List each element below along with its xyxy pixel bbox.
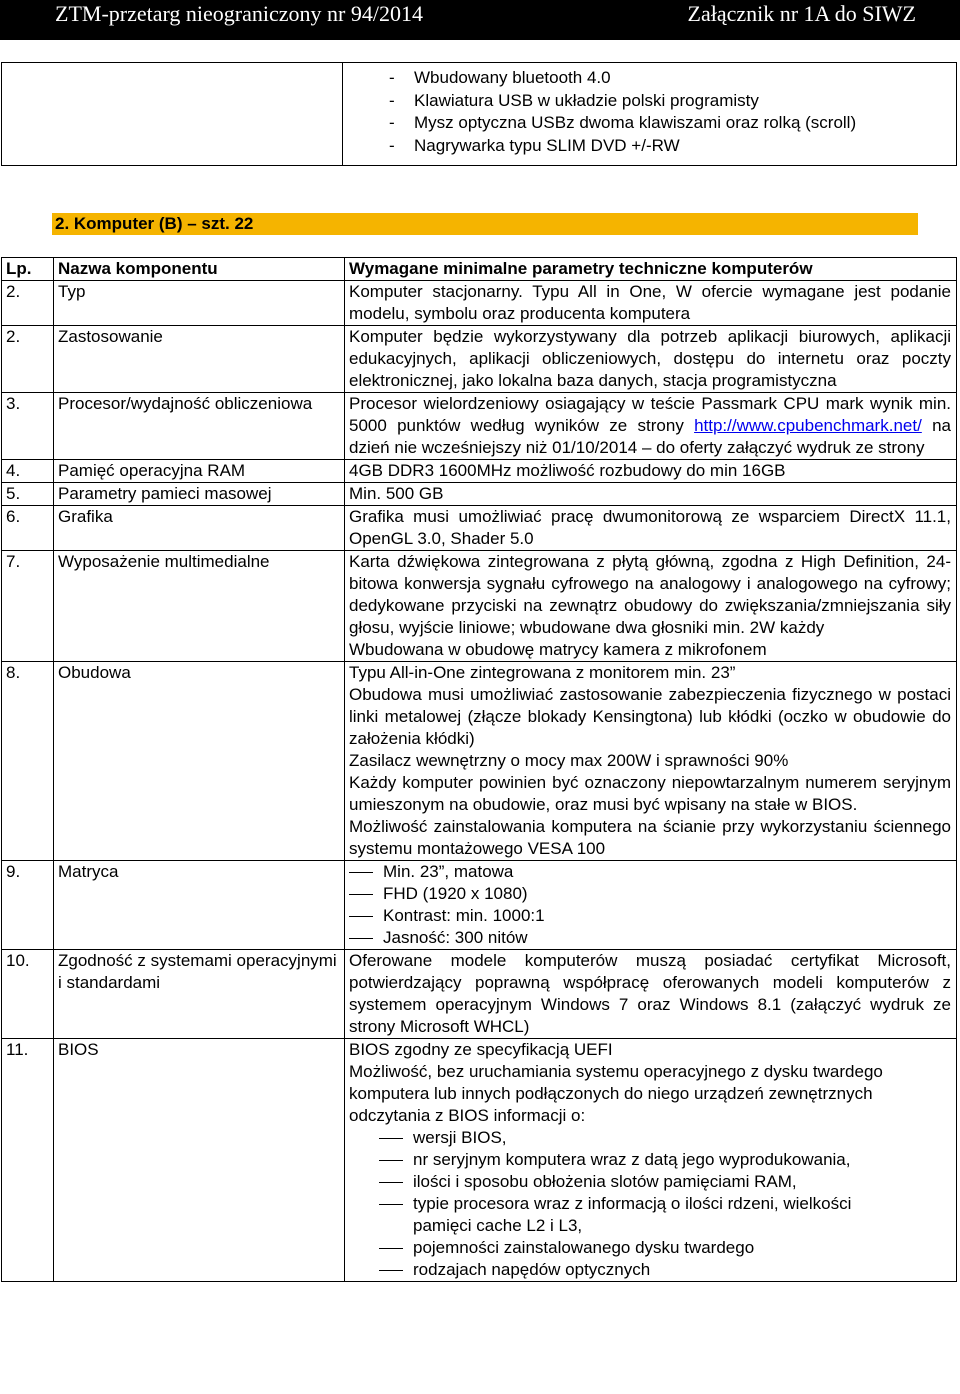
row-lp: 6. bbox=[2, 506, 54, 551]
row-name: Parametry pamieci masowej bbox=[54, 483, 345, 506]
section-title: 2. Komputer (B) – szt. 22 bbox=[52, 213, 918, 235]
table-row bbox=[2, 1039, 957, 1282]
row-name: Obudowa bbox=[54, 662, 345, 861]
list-item-continuation: pamięci cache L2 i L3, bbox=[413, 1216, 583, 1235]
table-row bbox=[2, 460, 957, 483]
page-header bbox=[0, 0, 960, 40]
matrix-list bbox=[349, 861, 951, 949]
table-row bbox=[2, 483, 957, 506]
row-params bbox=[345, 861, 957, 950]
row-lp: 2. bbox=[2, 281, 54, 326]
row-params bbox=[345, 281, 957, 326]
list-item: FHD (1920 x 1080) bbox=[349, 883, 951, 905]
row-params bbox=[345, 506, 957, 551]
list-item: Min. 23”, matowa bbox=[349, 861, 951, 883]
param-text: Każdy komputer powinien być oznaczony niepowtarzalnym numerem seryjnym umieszonym na obudowie, oraz musi być wpisany na stałe w BIOS. bbox=[349, 773, 951, 814]
list-item: Kontrast: min. 1000:1 bbox=[349, 905, 951, 927]
row-name: Typ bbox=[54, 281, 345, 326]
param-text: Komputer stacjonarny. Typu All in One, W ofercie wymagane jest podanie modelu, symbolu oraz producenta komputera bbox=[349, 282, 951, 323]
list-item: Jasność: 300 nitów bbox=[349, 927, 951, 949]
table-row bbox=[2, 326, 957, 393]
row-name: BIOS bbox=[54, 1039, 345, 1282]
param-text: Min. 500 GB bbox=[349, 484, 444, 503]
list-item: ilości i sposobu obłożenia slotów pamięciami RAM, bbox=[349, 1171, 951, 1193]
row-lp: 8. bbox=[2, 662, 54, 861]
param-text: Wbudowana w obudowę matrycy kamera z mikrofonem bbox=[349, 640, 767, 659]
row-params bbox=[345, 950, 957, 1039]
row-name: Zgodność z systemami operacyjnymi i standardami bbox=[54, 950, 345, 1039]
header-right: Załącznik nr 1A do SIWZ bbox=[687, 1, 916, 26]
header-params: Wymagane minimalne parametry techniczne komputerów bbox=[345, 258, 957, 281]
row-lp: 5. bbox=[2, 483, 54, 506]
param-text: 4GB DDR3 1600MHz możliwość rozbudowy do min 16GB bbox=[349, 461, 786, 480]
row-lp: 10. bbox=[2, 950, 54, 1039]
row-params bbox=[345, 393, 957, 460]
list-item: - Nagrywarka typu SLIM DVD +/-RW bbox=[383, 135, 956, 158]
list-item: - Mysz optyczna USBz dwoma klawiszami oraz rolką (scroll) bbox=[383, 112, 956, 135]
row-lp: 3. bbox=[2, 393, 54, 460]
param-text: na dzień nie wcześniejszy niż 01/10/2014 – do oferty załączyć wydruk ze strony bbox=[349, 416, 951, 457]
header-name: Nazwa komponentu bbox=[54, 258, 345, 281]
spec-table bbox=[1, 257, 957, 1282]
list-item: - Wbudowany bluetooth 4.0 bbox=[383, 67, 956, 90]
table-row bbox=[2, 950, 957, 1039]
row-lp: 7. bbox=[2, 551, 54, 662]
cpubenchmark-link[interactable]: http://www.cpubenchmark.net/ bbox=[694, 416, 922, 435]
row-lp: 2. bbox=[2, 326, 54, 393]
row-name: Pamięć operacyjna RAM bbox=[54, 460, 345, 483]
header-lp: Lp. bbox=[2, 258, 54, 281]
row-params bbox=[345, 662, 957, 861]
param-text: Procesor wielordzeniowy osiagający w teście Passmark CPU mark wynik min. 5000 punktów według wyników ze strony bbox=[349, 394, 951, 435]
row-name: Wyposażenie multimedialne bbox=[54, 551, 345, 662]
row-name: Grafika bbox=[54, 506, 345, 551]
table-row bbox=[2, 506, 957, 551]
table-row bbox=[2, 393, 957, 460]
param-text: Grafika musi umożliwiać pracę dwumonitorową ze wsparciem DirectX 11.1, OpenGL 3.0, Shader 5.0 bbox=[349, 507, 951, 548]
accessories-list bbox=[383, 67, 956, 157]
bios-info-list bbox=[349, 1127, 951, 1281]
row-params bbox=[345, 460, 957, 483]
row-name: Zastosowanie bbox=[54, 326, 345, 393]
list-item: rodzajach napędów optycznych bbox=[349, 1259, 951, 1281]
header-left: ZTM-przetarg nieograniczony nr 94/2014 bbox=[55, 1, 423, 26]
row-params bbox=[345, 483, 957, 506]
row-lp: 9. bbox=[2, 861, 54, 950]
row-lp: 4. bbox=[2, 460, 54, 483]
param-text: Oferowane modele komputerów muszą posiadać certyfikat Microsoft, potwierdzający poprawną współpracę oferowanych modeli komputerów z systemem operacyjnym Windows 7 oraz Windows 8.1 (załączyć wydruk ze strony Microsoft WHCL) bbox=[349, 951, 951, 1036]
list-item: - Klawiatura USB w układzie polski programisty bbox=[383, 90, 956, 113]
row-lp: 11. bbox=[2, 1039, 54, 1282]
table-row bbox=[2, 861, 957, 950]
accessories-cell bbox=[343, 63, 957, 166]
param-text: Możliwość zainstalowania komputera na ścianie przy wykorzystaniu ściennego systemu montażowego VESA 100 bbox=[349, 817, 951, 858]
table-row bbox=[2, 551, 957, 662]
param-text: Zasilacz wewnętrzny o mocy max 200W i sprawności 90% bbox=[349, 751, 789, 770]
param-text: Komputer będzie wykorzystywany dla potrzeb aplikacji biurowych, aplikacji edukacyjnych, aplikacji obliczeniowych, dostępu do internetu oraz poczty elektronicznej, jako lokalna baza danych, stacja programistyczna bbox=[349, 327, 951, 390]
row-params bbox=[345, 326, 957, 393]
list-item: typie procesora wraz z informacją o ilości rdzeni, wielkości bbox=[349, 1193, 951, 1215]
row-name: Matryca bbox=[54, 861, 345, 950]
table-row bbox=[2, 662, 957, 861]
param-text: Możliwość, bez uruchamiania systemu operacyjnego z dysku twardego komputera lub innych podłączonych do niego urządzeń zewnętrznych odczytania z BIOS informacji o: bbox=[349, 1062, 883, 1125]
list-item: pojemności zainstalowanego dysku twardego bbox=[349, 1237, 951, 1259]
param-text: Typu All-in-One zintegrowana z monitorem min. 23” bbox=[349, 663, 736, 682]
row-params bbox=[345, 1039, 957, 1282]
param-text: Karta dźwiękowa zintegrowana z płytą główną, zgodna z High Definition, 24-bitowa konwersja sygnału cyfrowego na analogowy i analogowego na cyfrowy; dedykowane przyciski na zewnątrz obudowy do zwiększania/zmniejszania siły głosu, wyjście liniowe; wbudowane dwa głosniki min. 2W każdy bbox=[349, 552, 951, 637]
empty-cell bbox=[2, 63, 343, 166]
table-row bbox=[2, 281, 957, 326]
param-text: BIOS zgodny ze specyfikacją UEFI bbox=[349, 1040, 613, 1059]
row-params bbox=[345, 551, 957, 662]
table-header-row bbox=[2, 258, 957, 281]
list-item: nr seryjnym komputera wraz z datą jego wyprodukowania, bbox=[349, 1149, 951, 1171]
row-name: Procesor/wydajność obliczeniowa bbox=[54, 393, 345, 460]
param-text: Obudowa musi umożliwiać zastosowanie zabezpieczenia fizycznego w postaci linki metalowej (złącze blokady Kensingtona) lub kłódki (oczko w obudowie do założenia kłódki) bbox=[349, 685, 951, 748]
list-item: wersji BIOS, bbox=[349, 1127, 951, 1149]
continuation-table bbox=[1, 62, 957, 166]
